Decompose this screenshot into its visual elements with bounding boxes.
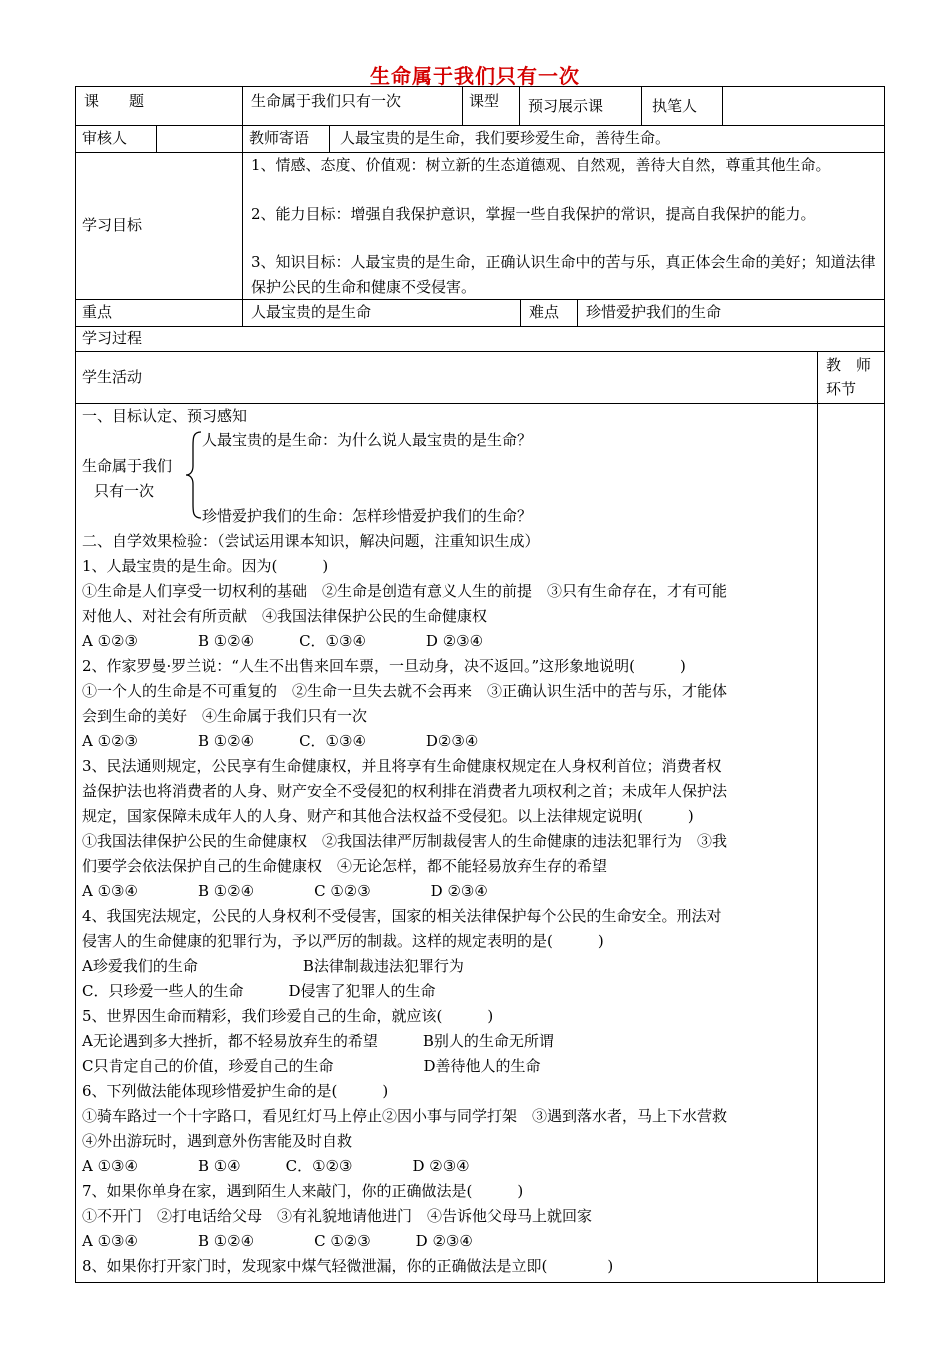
goals-value-cell xyxy=(242,152,885,300)
question-line: ①不开门 ②打电话给父母 ③有礼貌地请他进门 ④告诉他父母马上就回家 xyxy=(82,1207,593,1225)
question-line: ①骑车路过一个十字路口，看见红灯马上停止②因小事与同学打架 ③遇到落水者，马上下水营救 xyxy=(82,1107,728,1125)
teacher-label-cell xyxy=(817,351,885,404)
key-label-cell xyxy=(75,299,243,327)
goals-label: 学习目标 xyxy=(82,216,143,234)
key-label: 重点 xyxy=(82,303,113,321)
topic-label: 课 题 xyxy=(84,92,145,110)
question-line: 对他人、对社会有所贡献 ④我国法律保护公民的生命健康权 xyxy=(82,607,488,625)
question-line: 6、下列做法能体现珍惜爱护生命的是( ) xyxy=(82,1082,389,1100)
question-line: A ①③④ B ①②④ C ①②③ D ②③④ xyxy=(82,882,488,900)
question-line: 2、作家罗曼·罗兰说：“人生不出售来回车票，一旦动身，决不返回。”这形象地说明( ) xyxy=(82,657,686,675)
topic-value-cell xyxy=(242,86,463,126)
question-line: ④外出游玩时，遇到意外伤害能及时自救 xyxy=(82,1132,353,1150)
message-label-cell xyxy=(242,125,330,153)
question-line: 3、民法通则规定，公民享有生命健康权，并且将享有生命健康权规定在人身权利首位；消费者权 xyxy=(82,757,722,775)
author-label-cell xyxy=(641,86,723,126)
process-label: 学习过程 xyxy=(82,329,143,347)
tree-root-line-2: 只有一次 xyxy=(94,482,155,500)
tree-branch-bottom: 珍惜爱护我们的生命：怎样珍惜爱护我们的生命？ xyxy=(202,507,533,525)
question-line: 1、人最宝贵的是生命。因为( ) xyxy=(82,557,329,575)
question-line: 8、如果你打开家门时，发现家中煤气轻微泄漏，你的正确做法是立即( ) xyxy=(82,1257,614,1275)
question-line: 侵害人的生命健康的犯罪行为，予以严厉的制裁。这样的规定表明的是( ) xyxy=(82,932,604,950)
question-line: 7、如果你单身在家，遇到陌生人来敲门，你的正确做法是( ) xyxy=(82,1182,524,1200)
difficult-label-cell xyxy=(520,299,578,327)
type-value: 预习展示课 xyxy=(528,97,604,115)
question-line: 会到生命的美好 ④生命属于我们只有一次 xyxy=(82,707,368,725)
tree-root-line-1: 生命属于我们 xyxy=(82,457,173,475)
student-activity-cell xyxy=(75,403,818,1283)
difficult-value: 珍惜爱护我们的生命 xyxy=(586,303,722,321)
tree-branch-top: 人最宝贵的是生命：为什么说人最宝贵的是生命？ xyxy=(202,431,533,449)
question-line: A珍爱我们的生命 B法律制裁违法犯罪行为 xyxy=(82,957,464,975)
teacher-label-2: 环节 xyxy=(826,380,857,398)
question-line: C．只珍爱一些人的生命 D侵害了犯罪人的生命 xyxy=(82,982,436,1000)
brace-icon xyxy=(184,430,204,520)
author-label: 执笔人 xyxy=(652,97,698,115)
question-line: A ①③④ B ①④ C．①②③ D ②③④ xyxy=(82,1157,470,1175)
topic-value: 生命属于我们只有一次 xyxy=(251,92,402,110)
message-value-cell xyxy=(329,125,885,153)
message-label: 教师寄语 xyxy=(249,129,310,147)
question-line: 规定，国家保障未成年人的人身、财产和其他合法权益不受侵犯。以上法律规定说明( ) xyxy=(82,807,694,825)
question-line: ①一个人的生命是不可重复的 ②生命一旦失去就不会再来 ③正确认识生活中的苦与乐，才能体 xyxy=(82,682,728,700)
goal-2: 2、能力目标：增强自我保护意识，掌握一些自我保护的常识，提高自我保护的能力。 xyxy=(251,205,816,223)
question-line: A ①②③ B ①②④ C．①③④ D②③④ xyxy=(82,732,479,750)
process-label-cell xyxy=(75,326,885,352)
section-1-heading: 一、目标认定、预习感知 xyxy=(82,407,248,425)
reviewer-label: 审核人 xyxy=(82,129,128,147)
question-line: C只肯定自己的价值，珍爱自己的生命 D善待他人的生命 xyxy=(82,1057,541,1075)
question-line: 5、世界因生命而精彩，我们珍爱自己的生命，就应该( ) xyxy=(82,1007,494,1025)
question-line: 们要学会依法保护自己的生命健康权 ④无论怎样，都不能轻易放弃生存的希望 xyxy=(82,857,608,875)
difficult-value-cell xyxy=(577,299,885,327)
page-title: 生命属于我们只有一次 xyxy=(370,64,580,88)
goal-1: 1、情感、态度、价值观：树立新的生态道德观、自然观，善待大自然，尊重其他生命。 xyxy=(251,156,831,174)
key-value-cell xyxy=(242,299,521,327)
question-line: 4、我国宪法规定，公民的人身权利不受侵害，国家的相关法律保护每个公民的生命安全。刑法对 xyxy=(82,907,722,925)
student-label: 学生活动 xyxy=(82,368,143,386)
difficult-label: 难点 xyxy=(529,303,560,321)
question-line: A无论遇到多大挫折，都不轻易放弃生的希望 B别人的生命无所谓 xyxy=(82,1032,554,1050)
question-line: A ①③④ B ①②④ C ①②③ D ②③④ xyxy=(82,1232,473,1250)
teacher-notes-cell xyxy=(817,403,885,1283)
question-line: 益保护法也将消费者的人身、财产安全不受侵犯的权利排在消费者九项权利之首；未成年人保护法 xyxy=(82,782,728,800)
author-value-cell xyxy=(722,86,885,126)
student-label-cell xyxy=(75,351,818,404)
teacher-label: 教 师 xyxy=(826,356,872,374)
reviewer-label-cell xyxy=(75,125,157,153)
goal-3: 3、知识目标：人最宝贵的是生命，正确认识生命中的苦与乐，真正体会生命的美好；知道法律保护公民的生命和健康不受侵害。 xyxy=(251,253,876,296)
topic-label-cell xyxy=(75,86,243,126)
type-label: 课型 xyxy=(469,92,500,110)
section-2-heading: 二、自学效果检验：（尝试运用课本知识，解决问题，注重知识生成） xyxy=(82,532,540,550)
goals-label-cell xyxy=(75,152,243,300)
question-line: ①生命是人们享受一切权利的基础 ②生命是创造有意义人生的前提 ③只有生命存在，才有可能 xyxy=(82,582,728,600)
reviewer-value-cell xyxy=(156,125,243,153)
type-value-cell xyxy=(519,86,642,126)
question-line: A ①②③ B ①②④ C．①③④ D ②③④ xyxy=(82,632,484,650)
type-label-cell xyxy=(462,86,520,126)
message-value: 人最宝贵的是生命，我们要珍爱生命，善待生命。 xyxy=(340,129,671,147)
question-line: ①我国法律保护公民的生命健康权 ②我国法律严厉制裁侵害人的生命健康的违法犯罪行为 ③我 xyxy=(82,832,728,850)
key-value: 人最宝贵的是生命 xyxy=(251,303,372,321)
